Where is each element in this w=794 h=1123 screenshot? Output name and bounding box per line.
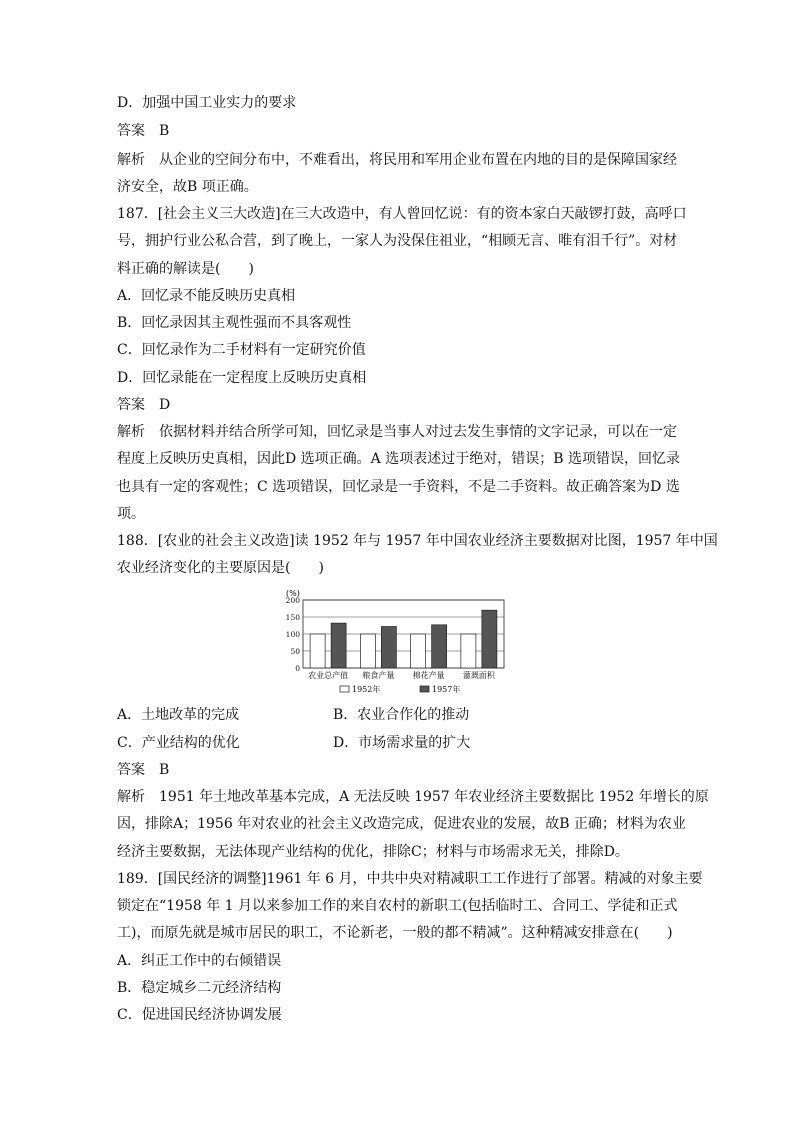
- legend-label: 1952年: [352, 685, 381, 694]
- answer-label: 答案: [117, 762, 145, 778]
- legend-label: 1957年: [432, 685, 461, 694]
- question-stem: 农业经济变化的主要原因是( ): [117, 560, 324, 576]
- legend-swatch: [420, 686, 429, 692]
- analysis-text: 依据材料并结合所学可知，回忆录是当事人对过去发生事情的文字记录，可以在一定: [159, 424, 677, 440]
- answer-line: [117, 395, 170, 415]
- option-b: B．农业合作化的推动: [333, 707, 470, 723]
- option-d: D．市场需求量的扩大: [333, 735, 471, 751]
- y-tick-label: 50: [290, 647, 300, 656]
- option-c: C．回忆录作为二手材料有一定研究价值: [117, 342, 366, 358]
- bar-1957: [432, 625, 447, 668]
- x-tick-label: 粮食产量: [362, 671, 395, 680]
- question-stem: 锁定在“1958 年 1 月以来参加工作的来自农村的新职工(包括临时工、合同工、学徒和正式: [117, 898, 678, 914]
- bar-1957: [331, 623, 346, 668]
- option-a: A．土地改革的完成: [117, 707, 240, 723]
- answer-line: [117, 760, 169, 780]
- answer-value: B: [159, 762, 170, 778]
- option-c: C．促进国民经济协调发展: [117, 1007, 282, 1023]
- question-stem: 号，拥护行业公私合营，到了晚上，一家人为没保住祖业，“相顾无言、唯有泪千行”。对材: [117, 233, 678, 249]
- y-axis-unit: (%): [286, 589, 300, 598]
- x-tick-label: 农业总产值: [308, 671, 349, 680]
- x-tick-label: 棉花产量: [412, 671, 445, 680]
- x-tick-label: 灌溉面积: [462, 671, 495, 680]
- y-tick-label: 150: [285, 613, 300, 622]
- legend-swatch: [340, 686, 349, 692]
- analysis-line: [117, 787, 709, 807]
- bar-1957: [381, 627, 396, 668]
- question-stem: 189．[国民经济的调整]1961 年 6 月，中共中央对精减职工工作进行了部署。精减的对象主要: [117, 871, 703, 887]
- bar-1952: [461, 634, 476, 668]
- question-stem: 料正确的解读是( ): [117, 261, 254, 277]
- answer-label: 答案: [117, 123, 145, 139]
- y-tick-label: 200: [285, 596, 300, 605]
- analysis-label: 解析: [117, 789, 145, 805]
- analysis-line: 经济主要数据，无法体现产业结构的优化，排除C；材料与市场需求无关，排除D。: [117, 844, 629, 860]
- analysis-line: 济安全，故B 项正确。: [117, 179, 258, 195]
- question-stem: 工)，而原先就是城市居民的职工，不论新老，一般的都不精减”。这种精减安排意在( ): [117, 925, 673, 941]
- analysis-label: 解析: [117, 424, 145, 440]
- question-stem: 188．[农业的社会主义改造]读 1952 年与 1957 年中国农业经济主要数据对比图，1957 年中国: [117, 533, 718, 549]
- option-a: A．回忆录不能反映历史真相: [117, 288, 296, 304]
- bar-1952: [360, 634, 375, 668]
- option-a: A．纠正工作中的右倾错误: [117, 953, 282, 969]
- option-d: D．回忆录能在一定程度上反映历史真相: [117, 370, 367, 386]
- analysis-text: 1951 年土地改革基本完成，A 无法反映 1957 年农业经济主要数据比 1952 年增长的原: [159, 789, 709, 805]
- analysis-line: 因，排除A；1956 年对农业的社会主义改造完成，促进农业的发展，故B 正确；材料为农业: [117, 816, 686, 832]
- question-stem: 187．[社会主义三大改造]在三大改造中，有人曾回忆说：有的资本家白天敲锣打鼓，高呼口: [117, 206, 687, 222]
- y-tick-label: 0: [295, 664, 300, 673]
- option-d: D．加强中国工业实力的要求: [117, 95, 297, 111]
- option-b: B．回忆录因其主观性强而不具客观性: [117, 315, 352, 331]
- analysis-line: 程度上反映历史真相，因此D 选项正确。A 选项表述过于绝对，错误；B 选项错误，回忆录: [117, 451, 680, 467]
- bar-1952: [310, 634, 325, 668]
- analysis-line: 也具有一定的客观性；C 选项错误，回忆录是一手资料，不是二手资料。故正确答案为D 选: [117, 479, 680, 495]
- y-tick-label: 100: [285, 630, 300, 639]
- option-c: C．产业结构的优化: [117, 735, 240, 751]
- answer-label: 答案: [117, 397, 145, 413]
- agri-comparison-chart: [283, 588, 513, 700]
- analysis-text: 从企业的空间分布中，不难看出，将民用和军用企业布置在内地的目的是保障国家经: [159, 152, 677, 168]
- answer-value: B: [159, 123, 170, 139]
- answer-line: [117, 121, 169, 141]
- bar-1952: [411, 634, 426, 668]
- analysis-line: [117, 422, 677, 442]
- analysis-line: [117, 150, 677, 170]
- analysis-label: 解析: [117, 152, 145, 168]
- answer-value: D: [159, 397, 171, 413]
- option-b: B．稳定城乡二元经济结构: [117, 980, 282, 996]
- bar-1957: [482, 610, 497, 668]
- analysis-line: 项。: [117, 506, 145, 522]
